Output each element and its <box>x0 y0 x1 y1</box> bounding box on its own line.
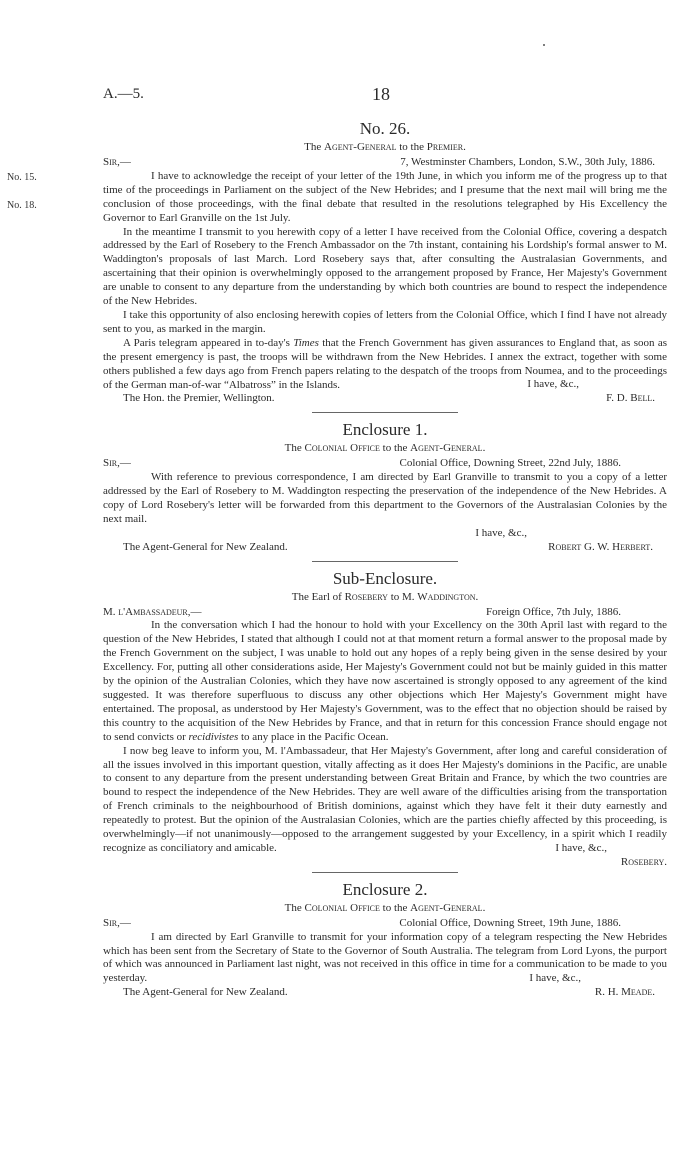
newspaper-title: Times <box>293 336 319 349</box>
enclosure-1 <box>103 419 667 554</box>
paragraph: In the meantime I transmit to you herewith copy of a letter I have received from the Colonial Office, covering a despatch addressed by the Earl of Rosebery to the French Ambassador on the 7th instant, containing his Lordship's formal answer to M. Waddington's proposals of last March. Lord Rosebery says that, after consulting the Australasian Governments, and ascertaining that their opinion is overwhelmingly opposed to the arrangement proposed by France, Her Majesty's Government are unable to consent to any departure from the understanding by which both countries are bound to respect the independence of the New Hebrides. <box>103 225 667 308</box>
paragraph: In the conversation which I had the honour to hold with your Excellency on the 30th April last with regard to the question of the New Hebrides, I stated that although I could not at that moment return a formal answer to the proposal made by the French Government on the subject, I was unable to hold out any hopes of a reply being given in the sense desired by your Excellency. For, putting all other considerations aside, Her Majesty's Government could not but be mainly guided in this matter by the opinion of the Australian Colonies, which they have now ascertained is strongly opposed to any agreement of the kind suggested. It was therefore superfluous to discuss any other objections which Her Majesty's Government might have entertained. The proposal, as understood by Her Majesty's Government, was to the effect that no objection should be raised by this country to the acquisition of the New Hebrides by France, and that in return for this concession France should engage not to send convicts or recidivistes to any place in the Pacific Ocean. <box>103 619 667 743</box>
closing: I have, &c., <box>527 378 579 391</box>
paragraph: I now beg leave to inform you, M. l'Ambassadeur, that Her Majesty's Government, after long and careful consideration of all the issues involved in this important question, vitally affecting as it does Her Majesty's dominions in the Pacific, are unable to consent to any departure from the present understanding between Great Britain and France, by which the two countries are bound to respect the independence of the New Hebrides. They are well aware of the difficulties arising from the transportation of French criminals to the neighbourhood of British dominions, against which they have felt it their duty earnestly and repeatedly to protest. But the opinion of the Australasian Colonies, which are the parties chiefly affected by this proceeding, is overwhelmingly—if not unanimously—opposed to the arrangement suggested by your Excellency, in a spirit which I readily recognize as conciliatory and amicable. <box>103 744 667 854</box>
section-divider <box>312 872 458 873</box>
salutation: Sir,— <box>103 156 131 168</box>
sender-address: 7, Westminster Chambers, London, S.W., 30th July, 1886. <box>400 156 655 168</box>
recipient: The Agent-General for New Zealand. <box>123 540 288 553</box>
enclosure-heading: Enclosure 2. <box>342 879 428 899</box>
paragraph: I take this opportunity of also enclosing herewith copies of letters from the Colonial Office, which I find I have not already sent to you, as marked in the margin. <box>103 308 667 335</box>
page-number: 18 <box>372 84 390 104</box>
salutation-row <box>103 606 667 620</box>
italic-term: recidivistes <box>188 730 239 743</box>
salutation: M. l'Ambassadeur,— <box>103 605 202 618</box>
closing: I have, &c., <box>529 972 581 985</box>
paragraph: I have to acknowledge the receipt of your letter of the 19th June, in which you inform me of the progress up to that time of the proceedings in Parliament on the subject of the New Hebrides; and I presume that the next mail will bring me the conclusion of those proceedings, with the final debate that resulted in the resolutions telegraphed by His Excellency the Governor to Earl Granville on the 1st July. <box>103 169 667 224</box>
section-divider <box>312 412 458 413</box>
closing: I have, &c., <box>555 841 607 854</box>
recipient-row <box>103 392 667 406</box>
signature: R. H. Meade. <box>594 986 655 999</box>
letter-title: The Agent-General to the Premier. <box>304 141 466 153</box>
signature: Rosebery. <box>620 855 667 868</box>
sub-enclosure <box>103 568 667 870</box>
signature: F. D. Bell. <box>606 392 655 405</box>
paragraph: I am directed by Earl Granville to transmit for your information copy of a telegram respecting the New Hebrides which has been sent from the Secretary of State to the Governor of South Australia. The telegram from Lord Lyons, the purport of which was announced in Parliament last night, was not received in this office in time for a communication to be made to you yesterday. <box>103 930 667 985</box>
sender-address: Colonial Office, Downing Street, 22nd July, 1886. <box>399 457 621 470</box>
closing: I have, &c., <box>475 526 527 539</box>
salutation-row <box>103 917 667 931</box>
signature: Robert G. W. Herbert. <box>548 540 653 553</box>
section-divider <box>312 561 458 562</box>
document-body <box>103 118 667 1000</box>
document-reference: A.—5. <box>103 86 144 102</box>
salutation: Sir,— <box>103 916 131 929</box>
recipient-row <box>103 986 667 1000</box>
letter-no-26 <box>103 118 667 406</box>
salutation-row <box>103 457 667 471</box>
recipient-row <box>103 541 667 555</box>
subenclosure-heading: Sub-Enclosure. <box>332 568 438 588</box>
salutation: Sir,— <box>103 457 131 470</box>
margin-note-no15: No. 15. <box>7 172 37 183</box>
page-header <box>0 86 700 110</box>
letter-number: No. 26. <box>359 119 411 138</box>
sender-address: Colonial Office, Downing Street, 19th June, 1886. <box>399 916 621 929</box>
paragraph: A Paris telegram appeared in to-day's Times that the French Government has given assurances to England that, as soon as the present emergency is past, the troops will be withdrawn from the New Hebrides. I annex the extract, together with some others published a few days ago from French papers relating to the despatch of the troops from Noumea, and to the proceedings of the German man-of-war “Albatross” in the Islands. <box>103 336 667 391</box>
recipient: The Hon. the Premier, Wellington. <box>123 392 275 405</box>
margin-note-no18: No. 18. <box>7 200 37 211</box>
enclosure-2 <box>103 879 667 1000</box>
print-speck <box>543 44 545 46</box>
enclosure-heading: Enclosure 1. <box>342 420 428 440</box>
enclosure-title: The Colonial Office to the Agent-General. <box>284 442 486 455</box>
enclosure-title: The Colonial Office to the Agent-General. <box>284 901 486 914</box>
recipient: The Agent-General for New Zealand. <box>123 986 288 999</box>
subenclosure-title: The Earl of Rosebery to M. Waddington. <box>291 590 479 603</box>
sender-address: Foreign Office, 7th July, 1886. <box>485 605 621 618</box>
paragraph: With reference to previous correspondence, I am directed by Earl Granville to transmit to you a copy of a letter addressed by the Earl of Rosebery to M. Waddington respecting the preservation of the independence of the New Hebrides. A copy of Lord Rosebery's letter will be forwarded from this department to the Governors of the Australasian Colonies by the next mail. <box>103 471 667 525</box>
salutation-row <box>103 156 667 170</box>
